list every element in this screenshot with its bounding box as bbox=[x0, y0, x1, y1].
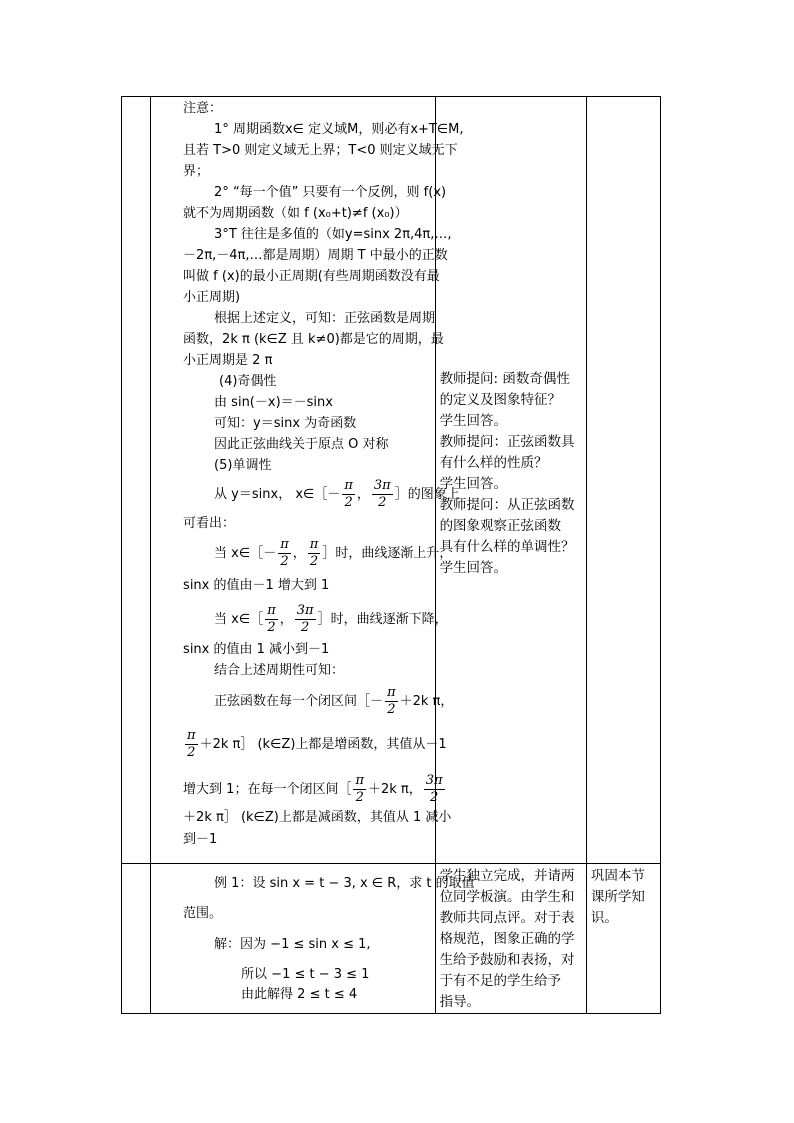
monotonicity-statement bbox=[214, 475, 460, 515]
example-text: 范围。 bbox=[183, 906, 223, 921]
lesson-plan-table bbox=[121, 96, 661, 1014]
teacher-activity-text bbox=[440, 369, 582, 579]
solution-text: 解：因为 −1 ≤ sin x ≤ 1, bbox=[214, 937, 371, 952]
text-line: 指导。 bbox=[439, 994, 481, 1010]
fraction: $\frac{\pi}{2}$ bbox=[267, 603, 276, 635]
decreasing-statement bbox=[214, 600, 448, 640]
text-line: 的图象观察正弦函数 bbox=[439, 518, 562, 534]
example-text: 例 1：设 sin x = t − 3, x ∈ R，求 t 的取值 bbox=[214, 876, 475, 891]
definition-text: 小正周期是 2 π bbox=[183, 353, 273, 368]
note-text: 2° “每一个值” 只要有一个反例，则 f(x) bbox=[214, 185, 447, 200]
text-line: 教师提问: 函数奇偶性 bbox=[439, 371, 570, 387]
note-text: 且若 T>0 则定义域无上界；T<0 则定义域无下 bbox=[183, 143, 458, 158]
table-row bbox=[122, 864, 661, 1014]
text: ］时，曲线逐渐下降， bbox=[317, 612, 448, 627]
increasing-statement bbox=[214, 534, 452, 574]
text-line: 识。 bbox=[590, 910, 618, 926]
text-line: 生给予鼓励和表扬，对 bbox=[439, 952, 575, 968]
text: ， bbox=[292, 546, 306, 561]
text-line: 格规范，图象正确的学 bbox=[439, 931, 575, 947]
text: ＋2k π］ (k∈Z)上都是增函数，其值从－1 bbox=[199, 737, 447, 752]
solution-text: 所以 −1 ≤ t − 3 ≤ 1 bbox=[241, 967, 370, 982]
text: ＋2k π， bbox=[368, 782, 422, 797]
text-line: 于有不足的学生给予 bbox=[439, 973, 562, 989]
note-text: 就不为周期函数（如 f (x₀+t)≠f (x₀)） bbox=[183, 206, 408, 221]
note-text: 小正周期) bbox=[183, 290, 241, 305]
text-line: 学生回答。 bbox=[439, 476, 508, 492]
note-text: 1° 周期函数x∈ 定义域M，则必有x+T∈M, bbox=[214, 122, 464, 137]
text-line: 位同学板演。由学生和 bbox=[439, 889, 575, 905]
fraction: $\frac{3\pi}{2}$ bbox=[425, 773, 443, 805]
text-line: 有什么样的性质？ bbox=[439, 455, 548, 471]
definition-text: 函数，2k π (k∈Z 且 k≠0)都是它的周期，最 bbox=[183, 332, 444, 347]
purpose-text bbox=[591, 866, 656, 929]
fraction: $\frac{\pi}{2}$ bbox=[280, 537, 289, 569]
parity-text: 由 sin(－x)＝－sinx bbox=[214, 395, 333, 410]
table-cell bbox=[586, 97, 660, 864]
text: 正弦函数在每一个闭区间［－ bbox=[214, 694, 384, 709]
text-line: 学生回答。 bbox=[439, 560, 508, 576]
fraction: $\frac{\pi}{2}$ bbox=[387, 685, 396, 717]
text-line: 学生回答。 bbox=[439, 413, 508, 429]
interval-statement bbox=[183, 725, 447, 765]
definition-text: 根据上述定义，可知：正弦函数是周期 bbox=[214, 311, 436, 326]
text: 当 x∈［ bbox=[214, 612, 264, 627]
interval-text: ＋2k π］ (k∈Z)上都是减函数，其值从 1 减小 bbox=[183, 810, 452, 825]
text-line: 教师提问：正弦函数具 bbox=[439, 434, 575, 450]
note-text: －2π,－4π,…都是周期）周期 T 中最小的正数 bbox=[183, 248, 448, 263]
text: 当 x∈［－ bbox=[214, 546, 277, 561]
table-cell bbox=[122, 864, 151, 1014]
text: ， bbox=[356, 487, 370, 502]
table-cell bbox=[122, 97, 151, 864]
teacher-activity-cell bbox=[435, 97, 586, 864]
text-line: 巩固本节 bbox=[590, 868, 645, 884]
text-line: 学生独立完成，并请两 bbox=[439, 868, 575, 884]
interval-text: 到－1 bbox=[183, 832, 218, 847]
text-line: 的定义及图象特征？ bbox=[439, 392, 562, 408]
parity-heading: (4)奇偶性 bbox=[219, 374, 277, 389]
fraction: $\frac{\pi}{2}$ bbox=[355, 773, 364, 805]
text-line: 具有什么样的单调性？ bbox=[439, 539, 575, 555]
table-row bbox=[122, 97, 661, 864]
decreasing-text: sinx 的值由 1 减小到－1 bbox=[183, 642, 330, 657]
text-line: 课所学知 bbox=[590, 889, 645, 905]
text-line: 教师共同点评。对于表 bbox=[439, 910, 575, 926]
fraction: $\frac{\pi}{2}$ bbox=[187, 728, 196, 760]
student-activity-text bbox=[440, 866, 582, 1013]
interval-statement bbox=[214, 682, 453, 722]
interval-statement bbox=[183, 770, 447, 810]
summary-text: 结合上述周期性可知： bbox=[214, 663, 345, 678]
student-activity-cell bbox=[435, 864, 586, 1014]
text: ］的图象上 bbox=[394, 487, 460, 502]
monotonicity-heading: (5)单调性 bbox=[214, 458, 272, 473]
text: ］时，曲线逐渐上升， bbox=[322, 546, 453, 561]
text: ， bbox=[279, 612, 293, 627]
monotonicity-text: 可看出： bbox=[183, 516, 236, 531]
note-text: 界； bbox=[183, 164, 210, 179]
text-line: 教师提问：从正弦函数 bbox=[439, 497, 575, 513]
fraction: $\frac{\pi}{2}$ bbox=[344, 478, 353, 510]
solution-text: 由此解得 2 ≤ t ≤ 4 bbox=[241, 987, 358, 1002]
increasing-text: sinx 的值由－1 增大到 1 bbox=[183, 578, 330, 593]
note-title: 注意： bbox=[183, 101, 223, 116]
fraction: $\frac{3\pi}{2}$ bbox=[373, 478, 391, 510]
text: 从 y＝sinx， x∈［－ bbox=[214, 487, 341, 502]
text: 增大到 1；在每一个闭区间［ bbox=[183, 782, 352, 797]
text: ＋2k π， bbox=[399, 694, 454, 709]
fraction: $\frac{\pi}{2}$ bbox=[309, 537, 319, 569]
note-text: 叫做 f (x)的最小正周期(有些周期函数没有最 bbox=[183, 269, 440, 284]
note-text: 3°T 往往是多值的（如y=sinx 2π,4π,…, bbox=[214, 227, 452, 242]
content-cell bbox=[151, 97, 464, 864]
parity-text: 因此正弦曲线关于原点 O 对称 bbox=[214, 437, 389, 452]
parity-text: 可知：y＝sinx 为奇函数 bbox=[214, 416, 357, 431]
purpose-cell bbox=[586, 864, 660, 1014]
fraction: $\frac{3\pi}{2}$ bbox=[296, 603, 314, 635]
